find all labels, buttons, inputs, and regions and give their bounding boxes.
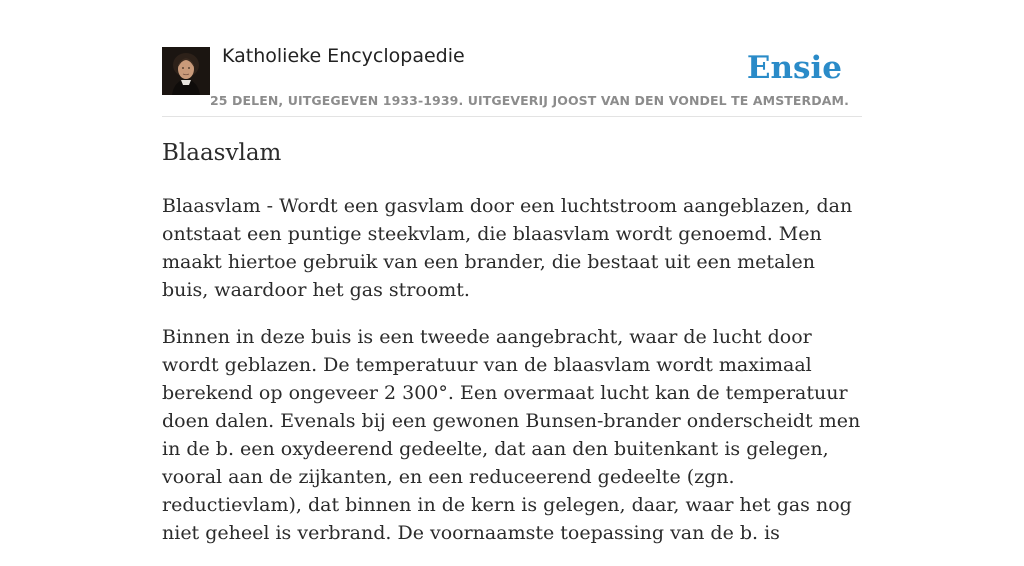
article-paragraph: Binnen in deze buis is een tweede aangebracht, waar de lucht door wordt geblazen. De temperatuur van de blaasvlam wordt maximaal berekend op ongeveer 2 300°. Een overmaat lucht kan de temperatuur doen dalen. Evenals bij een gewonen Bunsen-brander onderscheidt men in de b. een oxydeerend gedeelte, dat aan den buitenkant is gelegen, vooral aan de zijkanten, en een reduceerend gedeelte (zgn. reductievlam), dat binnen in de kern is gelegen, daar, waar het gas nog niet geheel is verbrand. De voornaamste toepassing van de b. is	[162, 326, 861, 544]
article-title: Blaasvlam	[162, 140, 282, 166]
source-subtitle: 25 DELEN, UITGEGEVEN 1933-1939. UITGEVERIJ JOOST VAN DEN VONDEL TE AMSTERDAM.	[210, 93, 849, 108]
article-paragraph: Blaasvlam - Wordt een gasvlam door een luchtstroom aangeblazen, dan ontstaat een puntige steekvlam, die blaasvlam wordt genoemd. Men maakt hiertoe gebruik van een brander, die bestaat uit een metalen buis, waardoor het gas stroomt.	[162, 195, 853, 301]
source-header	[162, 0, 862, 117]
article-body	[162, 192, 867, 566]
portrait-avatar-icon[interactable]	[162, 47, 210, 95]
brand-logo-link[interactable]: Ensie	[746, 50, 842, 86]
source-title[interactable]: Katholieke Encyclopaedie	[222, 45, 465, 67]
